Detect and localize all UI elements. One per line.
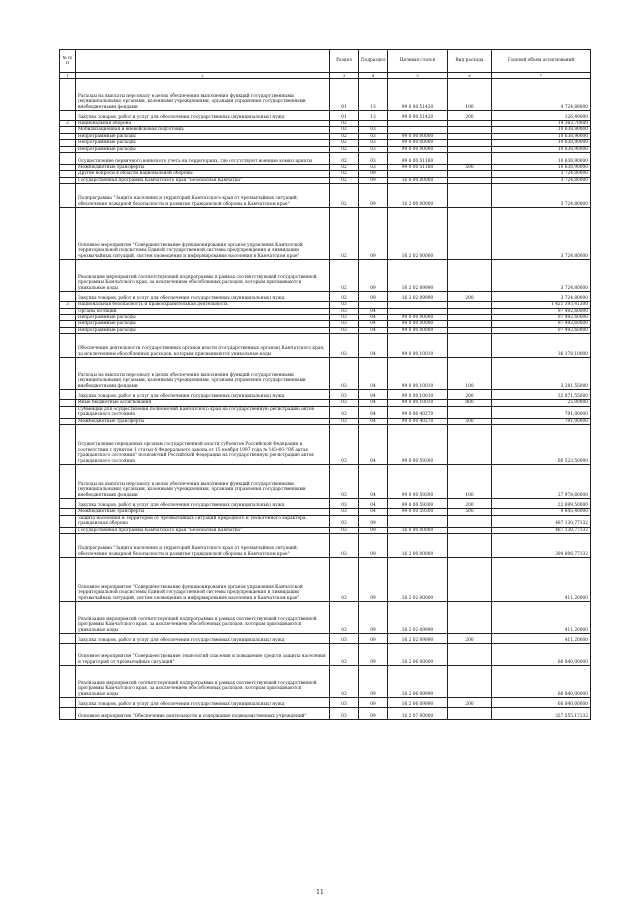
row-num: 2	[60, 121, 76, 127]
row-amount: 66 840,00000	[492, 665, 591, 697]
row-razdel: 02	[330, 153, 359, 165]
row-vid-raskhoda	[448, 208, 492, 260]
row-vid-raskhoda: 500	[448, 418, 492, 424]
table-row	[60, 79, 591, 111]
row-name: Межбюджетные трансферты	[76, 165, 330, 171]
row-tselevaya-statya: 99 0 00 00000	[388, 315, 448, 321]
row-razdel: 02	[330, 184, 359, 208]
header-podrazdel: Подраздел	[359, 50, 388, 73]
row-name: Закупка товаров, работ и услуг для обеспечения государственных (муниципальных) нужд	[76, 633, 330, 643]
row-tselevaya-statya: 16 2 02 00000	[388, 208, 448, 260]
row-podrazdel: 09	[359, 707, 388, 719]
row-name: Осуществление переданных органам государственной власти субъектов Российской Федерации в соответствии с пунктом 1 статьи 4 Федерального закона от 15 ноября 1997 года № 143-ФЗ "Об актах гражданского состояния" полномочий Российской Федерации на государственную регистрацию актов гражданского состояния	[76, 425, 330, 465]
row-razdel: 02	[330, 208, 359, 260]
row-amount: 411,20000	[492, 601, 591, 633]
header-num: № п/п	[60, 50, 76, 73]
row-razdel: 03	[330, 515, 359, 527]
row-tselevaya-statya: 99 0 00 10010	[388, 358, 448, 390]
row-razdel: 03	[330, 697, 359, 707]
table-row	[60, 707, 591, 719]
row-razdel: 03	[330, 358, 359, 390]
row-podrazdel: 04	[359, 406, 388, 418]
table-row	[60, 358, 591, 390]
row-num	[60, 601, 76, 633]
table-row	[60, 643, 591, 665]
row-tselevaya-statya: 99 0 00 00000	[388, 321, 448, 327]
row-tselevaya-statya: 16 2 06 00000	[388, 643, 448, 665]
row-tselevaya-statya: 99 0 00 51180	[388, 153, 448, 165]
row-razdel: 02	[330, 177, 359, 183]
row-num	[60, 79, 76, 111]
row-vid-raskhoda: 100	[448, 79, 492, 111]
row-razdel: 03	[330, 601, 359, 633]
row-vid-raskhoda	[448, 557, 492, 601]
row-tselevaya-statya: 99 0 00 59300	[388, 465, 448, 499]
row-tselevaya-statya: 16 2 02 00000	[388, 557, 448, 601]
row-name: Межбюджетные трансферты	[76, 509, 330, 515]
table-row	[60, 390, 591, 400]
row-podrazdel: 09	[359, 177, 388, 183]
column-index-cell: 5	[388, 73, 448, 79]
row-podrazdel: 09	[359, 171, 388, 177]
table-row	[60, 515, 591, 527]
row-podrazdel: 04	[359, 465, 388, 499]
row-amount: 3 724,80000	[492, 177, 591, 183]
row-razdel: 03	[330, 390, 359, 400]
row-razdel: 03	[330, 557, 359, 601]
row-amount: 3 724,80000	[492, 208, 591, 260]
row-name: Подпрограмма "Защита населения и территорий Камчатского края от чрезвычайных ситуаций, обеспечение пожарной безопасности и развитие гражданской обороны в Камчатском крае"	[76, 533, 330, 557]
row-num	[60, 557, 76, 601]
row-razdel: 02	[330, 260, 359, 292]
row-name: Расходы на выплаты персоналу в целях обеспечения выполнения функций государственными (муниципальными) органами, казенными учреждениями, органами управления государственными внебюджетными фондами	[76, 79, 330, 111]
row-tselevaya-statya: 99 0 00 00000	[388, 140, 448, 146]
row-amount: 1 421 393,41300	[492, 302, 591, 308]
row-tselevaya-statya: 16 2 00 00000	[388, 533, 448, 557]
row-tselevaya-statya: 99 0 00 10010	[388, 390, 448, 400]
row-name: Непрограммные расходы	[76, 140, 330, 146]
row-tselevaya-statya: 99 0 00 51420	[388, 111, 448, 121]
row-name: Защита населения и территории от чрезвычайных ситуаций природного и техногенного характера, гражданская оборона	[76, 515, 330, 527]
table-row	[60, 601, 591, 633]
row-podrazdel: 04	[359, 499, 388, 509]
row-amount: 66 840,00000	[492, 643, 591, 665]
row-amount: 3 724,80000	[492, 184, 591, 208]
row-podrazdel: 09	[359, 527, 388, 533]
row-tselevaya-statya: 16 2 06 09990	[388, 697, 448, 707]
row-podrazdel: 04	[359, 327, 388, 333]
row-num	[60, 208, 76, 260]
row-razdel: 02	[330, 127, 359, 133]
row-name: Осуществление первичного воинского учета на территориях, где отсутствуют военные комиссариаты	[76, 153, 330, 165]
row-amount: 27 978,60000	[492, 465, 591, 499]
row-amount: 791,00000	[492, 406, 591, 418]
row-name: Закупка товаров, работ и услуг для обеспечения государственных (муниципальных) нужд	[76, 390, 330, 400]
row-podrazdel: 04	[359, 315, 388, 321]
row-podrazdel: 04	[359, 509, 388, 515]
row-tselevaya-statya: 99 0 00 00000	[388, 146, 448, 152]
row-name: Межбюджетные трансферты	[76, 418, 330, 424]
row-num	[60, 425, 76, 465]
row-num	[60, 533, 76, 557]
row-amount: 97 492,60000	[492, 327, 591, 333]
row-amount: 97 492,60000	[492, 321, 591, 327]
header-razdel: Раздел	[330, 50, 359, 73]
row-razdel: 02	[330, 165, 359, 171]
row-tselevaya-statya: 99 0 00 10010	[388, 400, 448, 406]
row-name: Органы юстиции	[76, 308, 330, 314]
row-num	[60, 707, 76, 719]
row-vid-raskhoda	[448, 184, 492, 208]
page-number: 11	[316, 889, 324, 896]
row-razdel: 02	[330, 171, 359, 177]
row-vid-raskhoda: 200	[448, 499, 492, 509]
row-amount: 126,49000	[492, 111, 591, 121]
header-amount: Годовой объем ассигнований	[492, 50, 591, 73]
row-podrazdel: 03	[359, 127, 388, 133]
row-num	[60, 184, 76, 208]
row-amount: 3 724,80000	[492, 260, 591, 292]
row-vid-raskhoda	[448, 425, 492, 465]
row-name: Национальная оборона	[76, 121, 330, 127]
row-podrazdel: 04	[359, 400, 388, 406]
row-amount: 25,00000	[492, 400, 591, 406]
row-vid-raskhoda: 200	[448, 633, 492, 643]
row-tselevaya-statya: 16 0 00 00000	[388, 527, 448, 533]
row-razdel: 03	[330, 425, 359, 465]
table-row	[60, 334, 591, 358]
row-name: Иные бюджетные ассигнования	[76, 400, 330, 406]
table-row	[60, 633, 591, 643]
table-row	[60, 665, 591, 697]
row-podrazdel: 04	[359, 334, 388, 358]
row-podrazdel: 09	[359, 515, 388, 527]
row-num	[60, 406, 76, 418]
table-row	[60, 406, 591, 418]
row-name: Реализация мероприятий соответствующей подпрограммы в рамках соответствующей государственной программы Камчатского края, за исключением обособленных расходов, которым присваиваются уникальные коды	[76, 260, 330, 292]
row-razdel: 03	[330, 465, 359, 499]
row-num	[60, 499, 76, 509]
row-razdel: 03	[330, 302, 359, 308]
row-podrazdel: 09	[359, 260, 388, 292]
row-razdel: 02	[330, 146, 359, 152]
row-num	[60, 358, 76, 390]
row-amount: 10 638,90000	[492, 127, 591, 133]
row-name: Расходы на выплаты персоналу в целях обеспечения выполнения функций государственными (муниципальными) органами, казенными учреждениями, органами управления государственными внебюджетными фондами	[76, 358, 330, 390]
row-vid-raskhoda	[448, 153, 492, 165]
row-amount: 10 638,90000	[492, 140, 591, 146]
row-num	[60, 643, 76, 665]
row-num: 3	[60, 302, 76, 308]
row-podrazdel: 09	[359, 533, 388, 557]
row-vid-raskhoda	[448, 665, 492, 697]
row-razdel: 03	[330, 308, 359, 314]
column-index-cell: 2	[76, 73, 330, 79]
row-vid-raskhoda	[448, 515, 492, 527]
row-podrazdel: 03	[359, 153, 388, 165]
row-vid-raskhoda	[448, 707, 492, 719]
row-amount: 22 699,50000	[492, 499, 591, 509]
row-vid-raskhoda	[448, 533, 492, 557]
row-num	[60, 665, 76, 697]
table-header-row	[60, 50, 591, 73]
table-row	[60, 465, 591, 499]
table-row	[60, 153, 591, 165]
row-name: Другие вопросы в области национальной обороны	[76, 171, 330, 177]
row-podrazdel: 03	[359, 133, 388, 139]
row-tselevaya-statya	[388, 515, 448, 527]
row-amount: 10 638,90000	[492, 165, 591, 171]
row-razdel: 03	[330, 527, 359, 533]
row-razdel: 01	[330, 111, 359, 121]
row-name: Реализация мероприятий соответствующей подпрограммы в рамках соответствующей государственной программы Камчатского края, за исключением обособленных расходов, которым присваиваются уникальные коды	[76, 665, 330, 697]
row-num	[60, 260, 76, 292]
row-vid-raskhoda: 100	[448, 465, 492, 499]
row-vid-raskhoda: 500	[448, 165, 492, 171]
row-name: Государственная программа Камчатского края "Безопасная Камчатка"	[76, 527, 330, 533]
row-amount: 3 724,80000	[492, 171, 591, 177]
row-name: Расходы на выплаты персоналу в целях обеспечения выполнения функций государственными (муниципальными) органами, казенными учреждениями, органами управления государственными внебюджетными фондами	[76, 465, 330, 499]
row-vid-raskhoda: 200	[448, 111, 492, 121]
table-row	[60, 425, 591, 465]
row-num	[60, 153, 76, 165]
row-name: Непрограммные расходы	[76, 321, 330, 327]
row-podrazdel: 09	[359, 292, 388, 302]
row-podrazdel: 04	[359, 418, 388, 424]
row-num	[60, 390, 76, 400]
row-amount: 4 724,89000	[492, 79, 591, 111]
row-razdel: 03	[330, 509, 359, 515]
row-podrazdel: 04	[359, 425, 388, 465]
row-name: Основное мероприятие "Совершенствование технологий спасения и повышение средств защиты населения и территорий от чрезвычайных ситуаций"	[76, 643, 330, 665]
header-name	[76, 50, 330, 73]
row-name: Мобилизационная и вневойсковая подготовка	[76, 127, 330, 133]
row-razdel: 03	[330, 400, 359, 406]
row-amount: 66 840,00000	[492, 697, 591, 707]
row-vid-raskhoda: 200	[448, 390, 492, 400]
row-vid-raskhoda: 500	[448, 509, 492, 515]
row-amount: 14 363,70000	[492, 121, 591, 127]
row-razdel: 02	[330, 121, 359, 127]
row-amount: 36 178,10000	[492, 334, 591, 358]
row-amount: 3 281,55000	[492, 358, 591, 390]
row-tselevaya-statya: 99 0 00 00000	[388, 133, 448, 139]
row-podrazdel: 09	[359, 643, 388, 665]
row-amount: 411,20000	[492, 557, 591, 601]
row-razdel: 03	[330, 533, 359, 557]
row-razdel: 03	[330, 418, 359, 424]
row-name: Закупка товаров, работ и услуг для обеспечения государственных (муниципальных) нужд	[76, 499, 330, 509]
row-vid-raskhoda: 200	[448, 292, 492, 302]
table-row	[60, 184, 591, 208]
column-index-cell: 7	[492, 73, 591, 79]
row-tselevaya-statya: 99 0 00 40270	[388, 418, 448, 424]
row-num	[60, 334, 76, 358]
row-podrazdel: 03	[359, 140, 388, 146]
table-row	[60, 557, 591, 601]
row-podrazdel: 09	[359, 633, 388, 643]
row-name: Национальная безопасность и правоохранительная деятельность	[76, 302, 330, 308]
row-name: Основное мероприятие "Совершенствование функционирования органов управления Камчатской территориальной подсистемы Единой государственной системы предупреждения и ликвидации чрезвычайных ситуаций, систем оповещения и информирования населения в Камчатском крае"	[76, 557, 330, 601]
row-tselevaya-statya: 99 0 00 59300	[388, 425, 448, 465]
row-razdel: 01	[330, 79, 359, 111]
row-name: Непрограммные расходы	[76, 315, 330, 321]
row-razdel: 02	[330, 140, 359, 146]
row-amount: 411,20000	[492, 633, 591, 643]
row-vid-raskhoda	[448, 643, 492, 665]
row-amount: 97 492,60000	[492, 315, 591, 321]
row-vid-raskhoda	[448, 601, 492, 633]
row-tselevaya-statya: 16 2 00 00000	[388, 184, 448, 208]
row-amount: 32 871,55000	[492, 390, 591, 400]
row-name: Государственная программа Камчатского края "Безопасная Камчатка"	[76, 177, 330, 183]
row-podrazdel: 09	[359, 208, 388, 260]
row-name: Непрограммные расходы	[76, 327, 330, 333]
row-vid-raskhoda	[448, 406, 492, 418]
row-name: Основное мероприятие "Совершенствование функционирования органов управления Камчатской территориальной подсистемы Единой государственной системы предупреждения и ликвидации чрезвычайных ситуаций, систем оповещения и информирования населения в Камчатском крае"	[76, 208, 330, 260]
column-index-cell: 1	[60, 73, 76, 79]
row-vid-raskhoda: 200	[448, 697, 492, 707]
row-podrazdel: 09	[359, 601, 388, 633]
row-num	[60, 111, 76, 121]
row-num	[60, 465, 76, 499]
table-row	[60, 208, 591, 260]
table-row	[60, 292, 591, 302]
row-podrazdel: 09	[359, 184, 388, 208]
row-amount: 327 555,17132	[492, 707, 591, 719]
row-name: Подпрограмма "Защита населения и территорий Камчатского края от чрезвычайных ситуаций, обеспечение пожарной безопасности и развитие гражданской обороны в Камчатском крае"	[76, 184, 330, 208]
row-name: Непрограммные расходы	[76, 146, 330, 152]
row-podrazdel: 03	[359, 146, 388, 152]
row-razdel: 03	[330, 406, 359, 418]
row-name: Закупка товаров, работ и услуг для обеспечения государственных (муниципальных) нужд	[76, 111, 330, 121]
row-amount: 97 492,60000	[492, 308, 591, 314]
row-amount: 10 638,90000	[492, 153, 591, 165]
row-amount: 10 638,90000	[492, 146, 591, 152]
row-tselevaya-statya: 99 0 00 40270	[388, 406, 448, 418]
row-tselevaya-statya: 16 2 06 09990	[388, 665, 448, 697]
row-tselevaya-statya: 99 0 00 51180	[388, 165, 448, 171]
row-podrazdel: 03	[359, 165, 388, 171]
table-row	[60, 260, 591, 292]
row-vid-raskhoda	[448, 260, 492, 292]
row-vid-raskhoda: 100	[448, 358, 492, 390]
row-podrazdel: 09	[359, 697, 388, 707]
row-podrazdel: 09	[359, 557, 388, 601]
table-row	[60, 697, 591, 707]
row-name: Непрограммные расходы	[76, 133, 330, 139]
row-razdel: 03	[330, 327, 359, 333]
row-name: Закупка товаров, работ и услуг для обеспечения государственных (муниципальных) нужд	[76, 697, 330, 707]
row-num	[60, 633, 76, 643]
row-amount: 3 724,80000	[492, 292, 591, 302]
row-podrazdel: 04	[359, 390, 388, 400]
row-amount: 487 130,77132	[492, 515, 591, 527]
column-index-cell: 6	[448, 73, 492, 79]
row-razdel: 03	[330, 633, 359, 643]
row-razdel: 03	[330, 707, 359, 719]
row-tselevaya-statya: 99 0 00 59300	[388, 499, 448, 509]
budget-table	[59, 49, 591, 720]
row-name: Обеспечение деятельности государственных органов власти (государственных органов) Камчатского края, за исключением обособленных расходов, которым присваиваются уникальные коды	[76, 334, 330, 358]
table-row	[60, 111, 591, 121]
row-tselevaya-statya: 16 2 02 09990	[388, 292, 448, 302]
row-name: Субвенции для осуществления полномочий Камчатского края на государственную регистрацию актов гражданского состояния	[76, 406, 330, 418]
row-podrazdel: 04	[359, 308, 388, 314]
row-tselevaya-statya: 16 0 00 00000	[388, 177, 448, 183]
row-razdel: 02	[330, 133, 359, 139]
column-index-cell: 4	[359, 73, 388, 79]
row-vid-raskhoda	[448, 334, 492, 358]
row-amount: 10 638,90000	[492, 133, 591, 139]
row-podrazdel: 09	[359, 665, 388, 697]
row-amount: 60 523,50000	[492, 425, 591, 465]
table-row	[60, 533, 591, 557]
row-num	[60, 697, 76, 707]
table-row	[60, 499, 591, 509]
column-index-cell: 3	[330, 73, 359, 79]
row-amount: 9 845,40000	[492, 509, 591, 515]
row-tselevaya-statya: 99 0 00 10010	[388, 334, 448, 358]
header-vid-raskhoda: Вид расхода	[448, 50, 492, 73]
row-tselevaya-statya: 16 2 02 09990	[388, 260, 448, 292]
row-name: Реализация мероприятий соответствующей подпрограммы в рамках соответствующей государственной программы Камчатского края, за исключением обособленных расходов, которым присваиваются уникальные коды	[76, 601, 330, 633]
row-podrazdel: 13	[359, 79, 388, 111]
row-razdel: 03	[330, 321, 359, 327]
row-amount: 487 130,77132	[492, 527, 591, 533]
row-tselevaya-statya: 16 2 02 09990	[388, 601, 448, 633]
row-tselevaya-statya: 16 2 07 00000	[388, 707, 448, 719]
row-num	[60, 515, 76, 527]
row-tselevaya-statya: 99 0 00 59300	[388, 509, 448, 515]
row-amount: 791,00000	[492, 418, 591, 424]
row-amount: 394 806,77132	[492, 533, 591, 557]
row-tselevaya-statya: 99 0 00 00000	[388, 327, 448, 333]
row-vid-raskhoda: 800	[448, 400, 492, 406]
row-tselevaya-statya: 99 0 00 51420	[388, 79, 448, 111]
row-podrazdel: 04	[359, 358, 388, 390]
row-razdel: 03	[330, 315, 359, 321]
row-razdel: 03	[330, 499, 359, 509]
row-podrazdel: 13	[359, 111, 388, 121]
row-num	[60, 292, 76, 302]
row-razdel: 03	[330, 643, 359, 665]
row-razdel: 02	[330, 292, 359, 302]
row-razdel: 03	[330, 334, 359, 358]
row-name: Закупка товаров, работ и услуг для обеспечения государственных (муниципальных) нужд	[76, 292, 330, 302]
row-razdel: 03	[330, 665, 359, 697]
header-tselevaya-statya: Целевая статья	[388, 50, 448, 73]
row-tselevaya-statya: 16 2 02 09990	[388, 633, 448, 643]
row-podrazdel: 04	[359, 321, 388, 327]
row-name: Основное мероприятие "Обеспечение деятельности и содержание подведомственных учреждений"	[76, 707, 330, 719]
